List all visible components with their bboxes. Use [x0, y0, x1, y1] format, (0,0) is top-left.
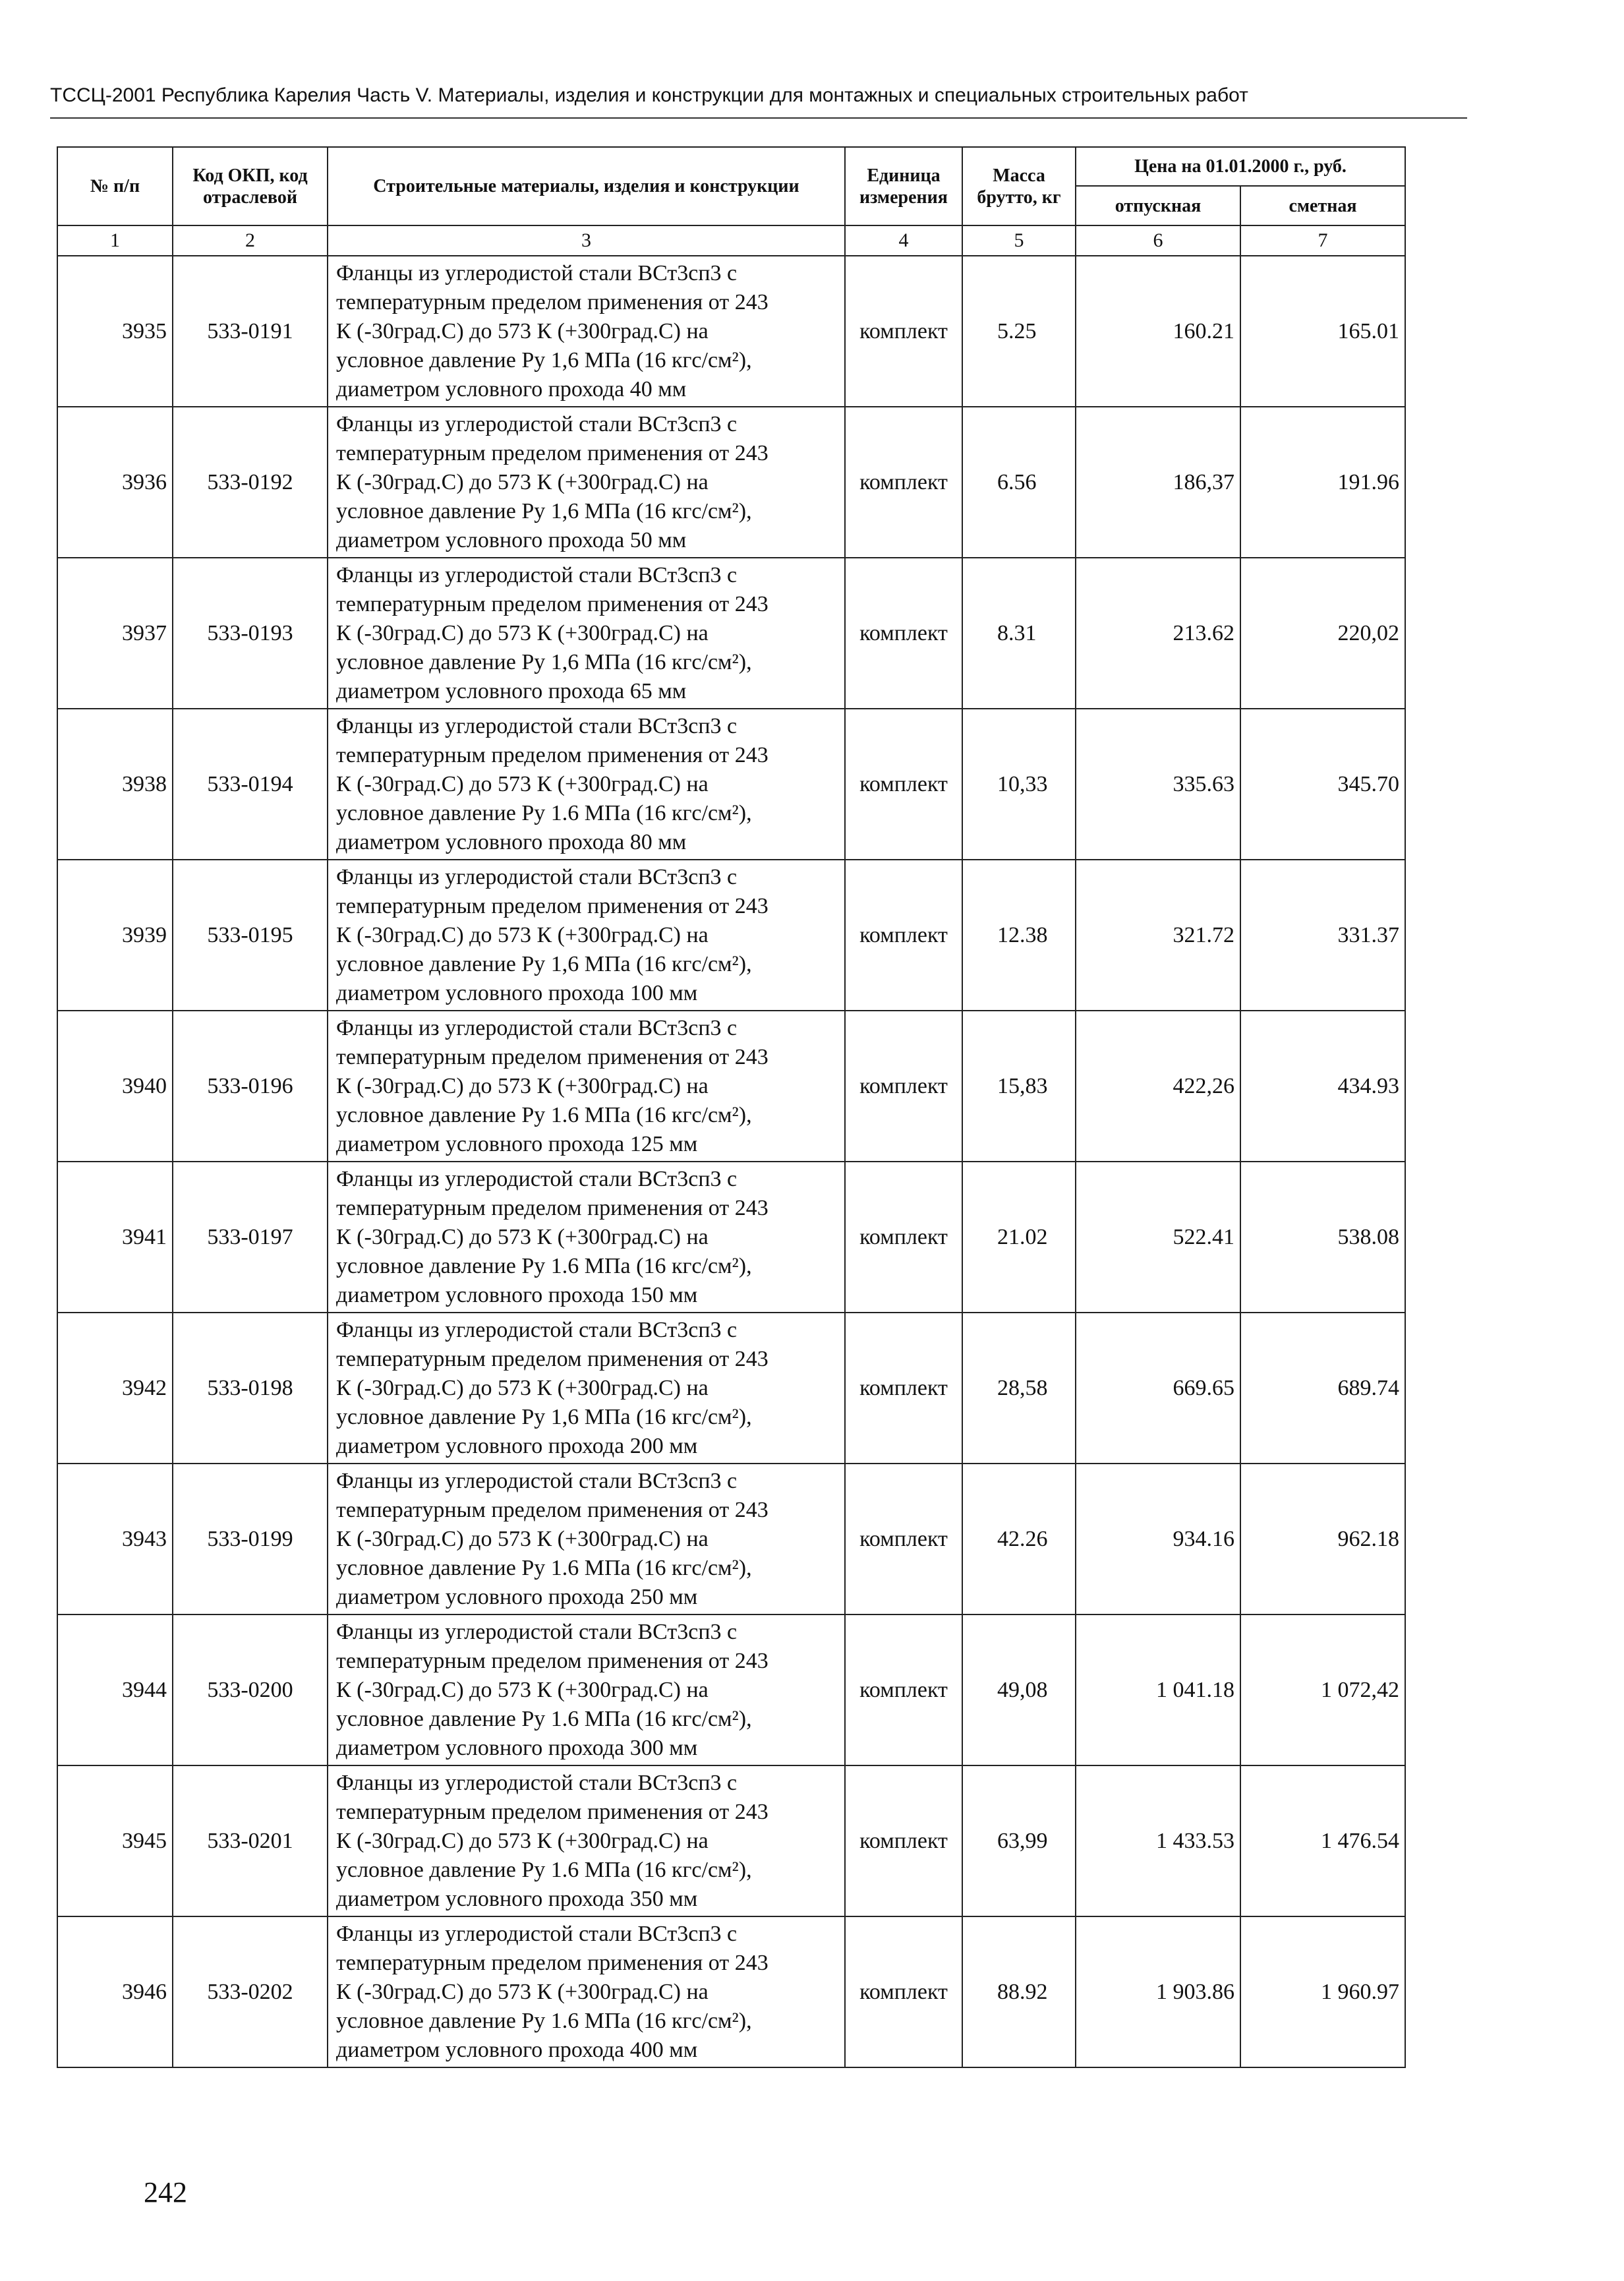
column-number: 6	[1076, 225, 1240, 256]
description-line: Фланцы из углеродистой стали ВСт3сп3 с	[336, 411, 738, 436]
description-line: Фланцы из углеродистой стали ВСт3сп3 с	[336, 864, 738, 889]
column-number: 7	[1240, 225, 1405, 256]
row-number: 3945	[57, 1765, 173, 1916]
description-line: диаметром условного прохода 200 мм	[336, 1433, 698, 1458]
description-line: К (-30град.С) до 573 К (+300град.С) на	[336, 469, 709, 494]
price-table	[57, 146, 1406, 2068]
description-line: диаметром условного прохода 40 мм	[336, 376, 687, 401]
okp-code: 533-0197	[173, 1162, 328, 1313]
material-description	[328, 1464, 845, 1614]
description-line: К (-30град.С) до 573 К (+300град.С) на	[336, 620, 709, 645]
gross-mass: 15,83	[962, 1011, 1076, 1162]
column-number: 2	[173, 225, 328, 256]
okp-code: 533-0199	[173, 1464, 328, 1614]
description-line: условное давление Ру 1,6 МПа (16 кгс/см²),	[336, 649, 752, 674]
estimate-price: 1 960.97	[1240, 1916, 1405, 2067]
table-row	[57, 1765, 1405, 1916]
gross-mass: 21.02	[962, 1162, 1076, 1313]
header-row	[57, 147, 1405, 186]
description-line: К (-30град.С) до 573 К (+300град.С) на	[336, 1224, 709, 1249]
description-line: К (-30град.С) до 573 К (+300град.С) на	[336, 1526, 709, 1551]
description-line: Фланцы из углеродистой стали ВСт3сп3 с	[336, 1015, 738, 1040]
unit-of-measure: комплект	[845, 1011, 962, 1162]
gross-mass: 28,58	[962, 1313, 1076, 1464]
table-row	[57, 1162, 1405, 1313]
description-line: температурным пределом применения от 243	[336, 893, 768, 918]
row-number: 3942	[57, 1313, 173, 1464]
release-price: 186,37	[1076, 407, 1240, 558]
col-header-price-estimate: сметная	[1240, 186, 1405, 225]
column-number: 3	[328, 225, 845, 256]
table-row	[57, 1916, 1405, 2067]
release-price: 669.65	[1076, 1313, 1240, 1464]
table-row	[57, 1011, 1405, 1162]
description-line: К (-30град.С) до 573 К (+300град.С) на	[336, 1677, 709, 1702]
release-price: 422,26	[1076, 1011, 1240, 1162]
description-line: Фланцы из углеродистой стали ВСт3сп3 с	[336, 260, 738, 285]
description-line: температурным пределом применения от 243	[336, 742, 768, 767]
material-description	[328, 860, 845, 1011]
row-number: 3944	[57, 1614, 173, 1765]
table-row	[57, 860, 1405, 1011]
description-line: температурным пределом применения от 243	[336, 1950, 768, 1975]
description-line: условное давление Ру 1.6 МПа (16 кгс/см²),	[336, 1857, 752, 1882]
description-line: диаметром условного прохода 400 мм	[336, 2037, 698, 2062]
estimate-price: 538.08	[1240, 1162, 1405, 1313]
gross-mass: 10,33	[962, 709, 1076, 860]
release-price: 321.72	[1076, 860, 1240, 1011]
description-line: температурным пределом применения от 243	[336, 1497, 768, 1522]
estimate-price: 191.96	[1240, 407, 1405, 558]
table-row	[57, 558, 1405, 709]
material-description	[328, 709, 845, 860]
table-row	[57, 709, 1405, 860]
row-number: 3938	[57, 709, 173, 860]
unit-of-measure: комплект	[845, 256, 962, 407]
table-row	[57, 256, 1405, 407]
release-price: 1 041.18	[1076, 1614, 1240, 1765]
unit-of-measure: комплект	[845, 1464, 962, 1614]
description-line: К (-30град.С) до 573 К (+300град.С) на	[336, 922, 709, 947]
row-number: 3940	[57, 1011, 173, 1162]
gross-mass: 63,99	[962, 1765, 1076, 1916]
material-description	[328, 1765, 845, 1916]
okp-code: 533-0198	[173, 1313, 328, 1464]
release-price: 1 903.86	[1076, 1916, 1240, 2067]
page-number: 242	[144, 2176, 187, 2208]
unit-of-measure: комплект	[845, 1765, 962, 1916]
description-line: диаметром условного прохода 350 мм	[336, 1886, 698, 1911]
description-line: Фланцы из углеродистой стали ВСт3сп3 с	[336, 713, 738, 738]
unit-of-measure: комплект	[845, 1162, 962, 1313]
gross-mass: 8.31	[962, 558, 1076, 709]
description-line: Фланцы из углеродистой стали ВСт3сп3 с	[336, 1166, 738, 1191]
row-number: 3943	[57, 1464, 173, 1614]
gross-mass: 49,08	[962, 1614, 1076, 1765]
unit-of-measure: комплект	[845, 709, 962, 860]
running-title: ТССЦ-2001 Республика Карелия Часть V. Материалы, изделия и конструкции для монтажных и специальных строительных работ	[50, 84, 1248, 106]
description-line: К (-30град.С) до 573 К (+300град.С) на	[336, 1375, 709, 1400]
okp-code: 533-0202	[173, 1916, 328, 2067]
estimate-price: 434.93	[1240, 1011, 1405, 1162]
description-line: диаметром условного прохода 125 мм	[336, 1131, 698, 1156]
material-description	[328, 407, 845, 558]
description-line: диаметром условного прохода 250 мм	[336, 1584, 698, 1609]
description-line: температурным пределом применения от 243	[336, 289, 768, 314]
table-row	[57, 1313, 1405, 1464]
okp-code: 533-0191	[173, 256, 328, 407]
description-line: температурным пределом применения от 243	[336, 1044, 768, 1069]
description-line: К (-30град.С) до 573 К (+300град.С) на	[336, 771, 709, 796]
column-number: 5	[962, 225, 1076, 256]
gross-mass: 12.38	[962, 860, 1076, 1011]
estimate-price: 345.70	[1240, 709, 1405, 860]
description-line: Фланцы из углеродистой стали ВСт3сп3 с	[336, 1770, 738, 1795]
gross-mass: 88.92	[962, 1916, 1076, 2067]
gross-mass: 42.26	[962, 1464, 1076, 1614]
release-price: 160.21	[1076, 256, 1240, 407]
unit-of-measure: комплект	[845, 1313, 962, 1464]
material-description	[328, 1011, 845, 1162]
description-line: температурным пределом применения от 243	[336, 1195, 768, 1220]
description-line: условное давление Ру 1,6 МПа (16 кгс/см²),	[336, 498, 752, 523]
okp-code: 533-0201	[173, 1765, 328, 1916]
col-header-price-group: Цена на 01.01.2000 г., руб.	[1076, 147, 1405, 186]
description-line: условное давление Ру 1.6 МПа (16 кгс/см²),	[336, 1253, 752, 1278]
description-line: температурным пределом применения от 243	[336, 440, 768, 465]
description-line: температурным пределом применения от 243	[336, 1648, 768, 1673]
okp-code: 533-0194	[173, 709, 328, 860]
row-number: 3941	[57, 1162, 173, 1313]
description-line: Фланцы из углеродистой стали ВСт3сп3 с	[336, 1468, 738, 1493]
description-line: условное давление Ру 1,6 МПа (16 кгс/см²),	[336, 951, 752, 976]
unit-of-measure: комплект	[845, 1614, 962, 1765]
release-price: 335.63	[1076, 709, 1240, 860]
gross-mass: 5.25	[962, 256, 1076, 407]
estimate-price: 220,02	[1240, 558, 1405, 709]
col-header-price-release: отпускная	[1076, 186, 1240, 225]
table-row	[57, 1614, 1405, 1765]
col-header-material: Строительные материалы, изделия и конструкции	[328, 147, 845, 225]
material-description	[328, 1614, 845, 1765]
okp-code: 533-0200	[173, 1614, 328, 1765]
description-line: Фланцы из углеродистой стали ВСт3сп3 с	[336, 562, 738, 587]
release-price: 1 433.53	[1076, 1765, 1240, 1916]
description-line: Фланцы из углеродистой стали ВСт3сп3 с	[336, 1921, 738, 1946]
description-line: температурным пределом применения от 243	[336, 1799, 768, 1824]
description-line: условное давление Ру 1.6 МПа (16 кгс/см²),	[336, 1102, 752, 1127]
description-line: условное давление Ру 1.6 МПа (16 кгс/см²),	[336, 800, 752, 825]
row-number: 3939	[57, 860, 173, 1011]
material-description	[328, 1313, 845, 1464]
description-line: К (-30град.С) до 573 К (+300град.С) на	[336, 1979, 709, 2004]
estimate-price: 689.74	[1240, 1313, 1405, 1464]
unit-of-measure: комплект	[845, 558, 962, 709]
material-description	[328, 1162, 845, 1313]
table-body	[57, 256, 1405, 2067]
row-number: 3935	[57, 256, 173, 407]
column-number: 4	[845, 225, 962, 256]
description-line: температурным пределом применения от 243	[336, 591, 768, 616]
row-number: 3946	[57, 1916, 173, 2067]
row-number: 3937	[57, 558, 173, 709]
material-description	[328, 256, 845, 407]
description-line: температурным пределом применения от 243	[336, 1346, 768, 1371]
col-header-unit: Единица измерения	[845, 147, 962, 225]
description-line: условное давление Ру 1,6 МПа (16 кгс/см²),	[336, 1404, 752, 1429]
table-row	[57, 407, 1405, 558]
estimate-price: 165.01	[1240, 256, 1405, 407]
description-line: условное давление Ру 1.6 МПа (16 кгс/см²),	[336, 2008, 752, 2033]
description-line: условное давление Ру 1,6 МПа (16 кгс/см²),	[336, 347, 752, 372]
col-header-num: № п/п	[57, 147, 173, 225]
row-number: 3936	[57, 407, 173, 558]
description-line: Фланцы из углеродистой стали ВСт3сп3 с	[336, 1619, 738, 1644]
gross-mass: 6.56	[962, 407, 1076, 558]
description-line: диаметром условного прохода 300 мм	[336, 1735, 698, 1760]
description-line: Фланцы из углеродистой стали ВСт3сп3 с	[336, 1317, 738, 1342]
header-rule	[50, 117, 1467, 119]
estimate-price: 1 072,42	[1240, 1614, 1405, 1765]
description-line: диаметром условного прохода 150 мм	[336, 1282, 698, 1307]
table-row	[57, 1464, 1405, 1614]
description-line: диаметром условного прохода 65 мм	[336, 678, 687, 703]
unit-of-measure: комплект	[845, 1916, 962, 2067]
okp-code: 533-0193	[173, 558, 328, 709]
description-line: условное давление Ру 1.6 МПа (16 кгс/см²),	[336, 1706, 752, 1731]
release-price: 522.41	[1076, 1162, 1240, 1313]
description-line: диаметром условного прохода 80 мм	[336, 829, 687, 854]
okp-code: 533-0195	[173, 860, 328, 1011]
material-description	[328, 558, 845, 709]
col-header-mass: Масса брутто, кг	[962, 147, 1076, 225]
estimate-price: 962.18	[1240, 1464, 1405, 1614]
description-line: диаметром условного прохода 100 мм	[336, 980, 698, 1005]
column-number: 1	[57, 225, 173, 256]
estimate-price: 331.37	[1240, 860, 1405, 1011]
description-line: К (-30град.С) до 573 К (+300град.С) на	[336, 318, 709, 343]
col-header-okp-code: Код ОКП, код отраслевой	[173, 147, 328, 225]
estimate-price: 1 476.54	[1240, 1765, 1405, 1916]
unit-of-measure: комплект	[845, 860, 962, 1011]
release-price: 934.16	[1076, 1464, 1240, 1614]
release-price: 213.62	[1076, 558, 1240, 709]
okp-code: 533-0196	[173, 1011, 328, 1162]
description-line: К (-30град.С) до 573 К (+300град.С) на	[336, 1073, 709, 1098]
unit-of-measure: комплект	[845, 407, 962, 558]
description-line: К (-30град.С) до 573 К (+300град.С) на	[336, 1828, 709, 1853]
okp-code: 533-0192	[173, 407, 328, 558]
column-number-row	[57, 225, 1405, 256]
material-description	[328, 1916, 845, 2067]
description-line: диаметром условного прохода 50 мм	[336, 527, 687, 552]
description-line: условное давление Ру 1.6 МПа (16 кгс/см²),	[336, 1555, 752, 1580]
